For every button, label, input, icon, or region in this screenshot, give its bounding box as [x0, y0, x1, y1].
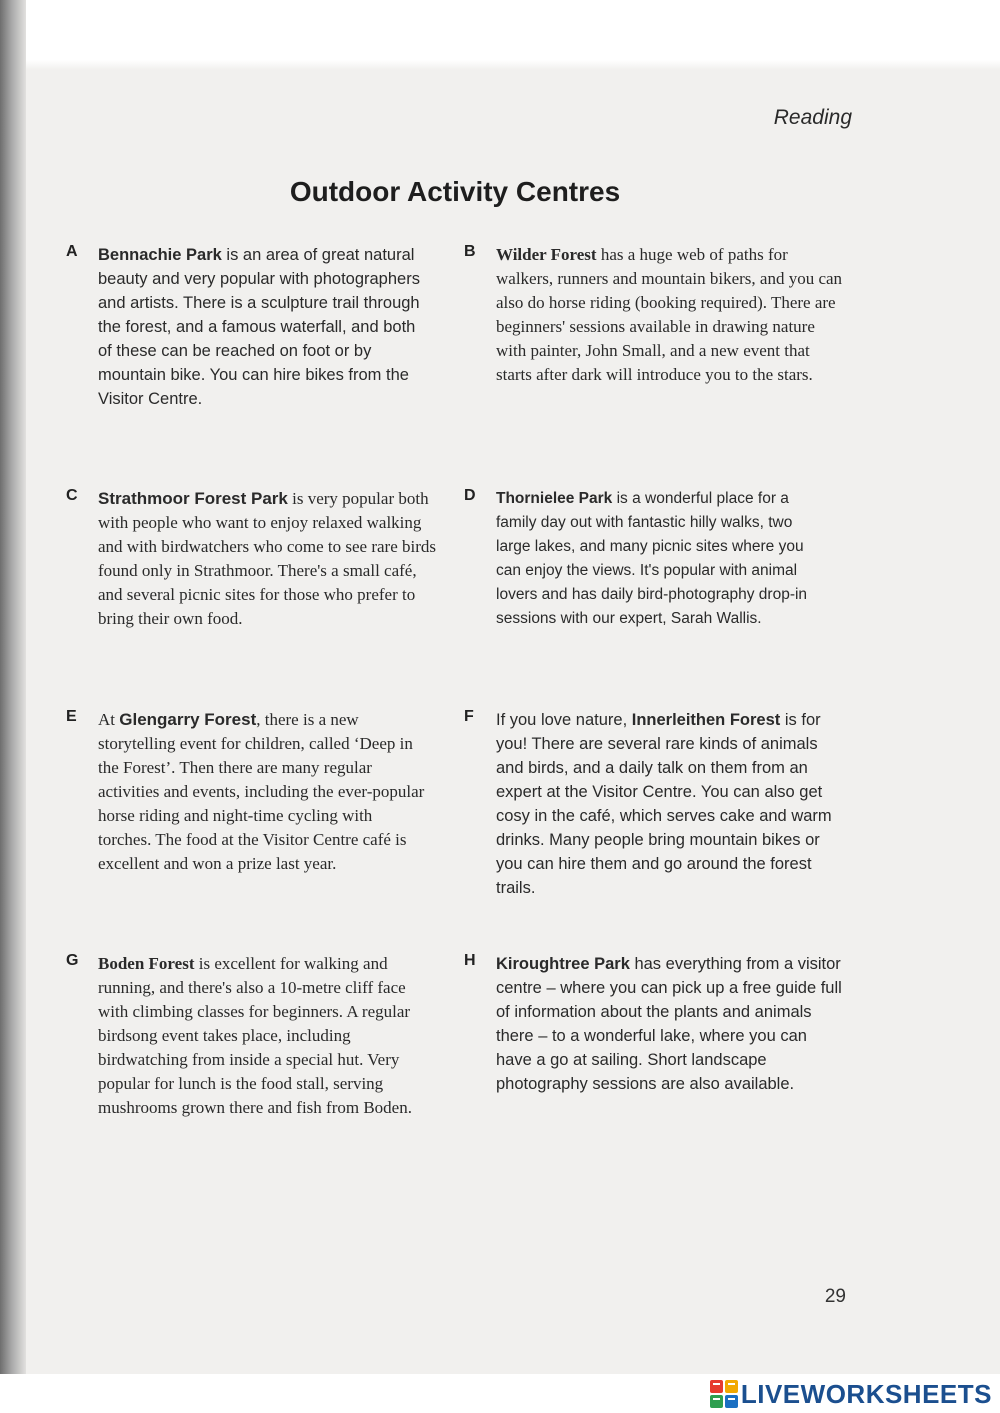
- entry-text: [98, 708, 428, 876]
- liveworksheets-brand: LIVEWORKSHEETS: [740, 1378, 992, 1409]
- entry-name: Innerleithen Forest: [631, 711, 781, 729]
- entry-letter: F: [464, 708, 474, 725]
- top-margin-shade: [0, 60, 1000, 70]
- liveworksheets-logo-icon: [709, 1379, 739, 1409]
- entry-name: Glengarry Forest: [119, 710, 257, 729]
- entry-description: is for you! There are several rare kinds of animals and birds, and a daily talk on them from an expert at the Visitor Centre. You can also get cosy in the café, which serves cake and warm drinks. Many people bring mountain bikes or you can hire them and go around the forest trails.: [496, 711, 832, 897]
- page-title: Outdoor Activity Centres: [289, 176, 621, 207]
- entry-description: has everything from a visitor centre – where you can pick up a free guide full of information about the plants and animals there – to a wonderful lake, where you can have a go at sailing. Short landscape photography sessions are also available.: [496, 955, 842, 1093]
- entry-name: Boden Forest: [98, 954, 195, 973]
- entry-letter: C: [66, 487, 78, 504]
- entry-text: [496, 708, 846, 900]
- entry-text: [98, 487, 438, 631]
- entry-description: has a huge web of paths for walkers, runners and mountain bikers, and you can also do horse riding (booking required). There are beginners' sessions available in drawing nature with painter, John Small, and a new event that starts after dark will introduce you to the stars.: [496, 245, 843, 384]
- entry-description: is excellent for walking and running, and there's also a 10-metre cliff face with climbing classes for beginners. A regular birdsong event takes place, including birdwatching from inside a special hut. Very popular for lunch is the food stall, serving mushrooms grown there and fish from Boden.: [98, 954, 412, 1117]
- top-margin: [0, 0, 1000, 66]
- running-head: Reading: [773, 106, 852, 129]
- entry-text: [496, 487, 831, 631]
- entry-letter: D: [464, 487, 476, 504]
- page-number: 29: [824, 1286, 846, 1307]
- entry-name: Strathmoor Forest Park: [98, 489, 288, 508]
- entry-name: Thornielee Park: [496, 490, 613, 507]
- entry-text: [98, 243, 428, 411]
- entry-name: Kiroughtree Park: [496, 955, 630, 973]
- entry-prefix: At: [98, 710, 120, 729]
- entry-letter: E: [66, 708, 77, 725]
- entry-name: Wilder Forest: [496, 245, 597, 264]
- entry-name: Bennachie Park: [98, 246, 222, 264]
- entry-description: , there is a new storytelling event for children, called ‘Deep in the Forest’. Then there are many regular activities and events, including the ever-popular horse riding and night-time cycling with torches. The food at the Visitor Centre café is excellent and won a prize last year.: [98, 710, 425, 873]
- entry-text: [98, 952, 418, 1120]
- entry-description: is a wonderful place for a family day out with fantastic hilly walks, two large lakes, and many picnic sites where you can enjoy the views. It's popular with animal lovers and has daily bird-photography drop-in sessions with our expert, Sarah Wallis.: [496, 490, 808, 627]
- entry-text: [496, 243, 846, 387]
- entry-description: is an area of great natural beauty and very popular with photographers and artists. There is a sculpture trail through the forest, and a famous waterfall, and both of these can be reached on foot or by mountain bike. You can hire bikes from the Visitor Centre.: [98, 246, 420, 408]
- entry-letter: H: [464, 952, 476, 969]
- page-binding-shadow: [0, 0, 26, 1413]
- entry-letter: A: [66, 243, 78, 260]
- entry-text: [496, 952, 844, 1096]
- liveworksheets-logo: [709, 1378, 992, 1410]
- entry-letter: B: [464, 243, 476, 260]
- entry-letter: G: [66, 952, 79, 969]
- entry-description: is very popular both with people who want to enjoy relaxed walking and with birdwatchers who come to see rare birds found only in Strathmoor. There's a small café, and several picnic sites for those who prefer to bring their own food.: [98, 489, 436, 628]
- entry-prefix: If you love nature,: [496, 711, 632, 729]
